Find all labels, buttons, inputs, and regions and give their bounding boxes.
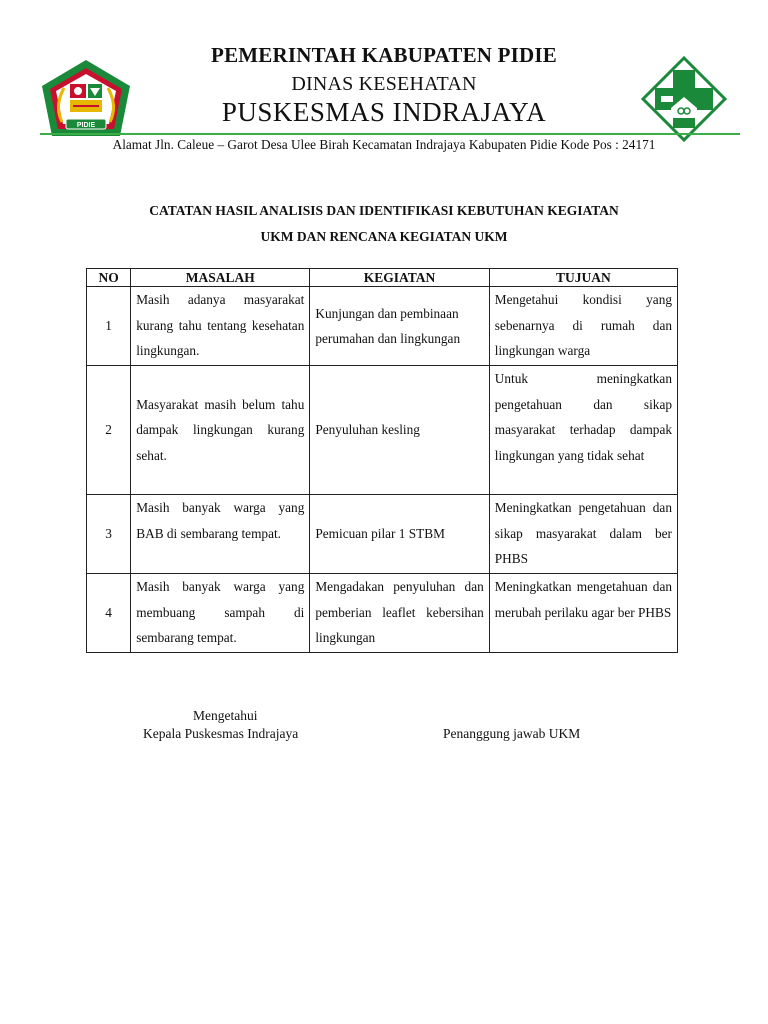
table-row	[87, 495, 678, 574]
letterhead-divider	[40, 133, 740, 135]
signature-head-title: Kepala Puskesmas Indrajaya	[143, 726, 299, 741]
row-tujuan: Untuk meningkatkan pengetahuan dan sikap masyarakat terhadap dampak lingkungan yang tidak sehat	[489, 366, 677, 495]
row-kegiatan: Pemicuan pilar 1 STBM	[310, 495, 489, 574]
signature-responsible-title: Penanggung jawab UKM	[443, 726, 581, 741]
row-tujuan: Meningkatkan pengetahuan dan sikap masyarakat dalam ber PHBS	[489, 495, 677, 574]
analysis-table	[86, 268, 678, 653]
header-tujuan: TUJUAN	[489, 269, 677, 287]
row-no: 2	[87, 366, 131, 495]
row-masalah: Masyarakat masih belum tahu dampak lingkungan kurang sehat.	[131, 366, 310, 495]
letterhead-line2: DINAS KESEHATAN	[291, 73, 477, 95]
signature-acknowledged-label: Mengetahui	[193, 708, 258, 723]
row-masalah: Masih banyak warga yang membuang sampah di sembarang tempat.	[131, 574, 310, 653]
row-tujuan: Mengetahui kondisi yang sebenarnya di rumah dan lingkungan warga	[489, 287, 677, 366]
row-kegiatan: Penyuluhan kesling	[310, 366, 489, 495]
table-row	[87, 574, 678, 653]
table-row	[87, 366, 678, 495]
letterhead	[0, 0, 768, 160]
table-row	[87, 287, 678, 366]
header-no: NO	[87, 269, 131, 287]
letterhead-line3: PUSKESMAS INDRAJAYA	[221, 97, 547, 127]
row-masalah: Masih adanya masyarakat kurang tahu tentang kesehatan lingkungan.	[131, 287, 310, 366]
row-no: 4	[87, 574, 131, 653]
row-kegiatan: Mengadakan penyuluhan dan pemberian leaflet kebersihan lingkungan	[310, 574, 489, 653]
document-title-line2: UKM DAN RENCANA KEGIATAN UKM	[260, 229, 508, 244]
row-masalah: Masih banyak warga yang BAB di sembarang tempat.	[131, 495, 310, 574]
logo-ribbon-text: PIDIE	[76, 122, 96, 129]
row-kegiatan: Kunjungan dan pembinaan perumahan dan lingkungan	[310, 287, 489, 366]
row-no: 1	[87, 287, 131, 366]
letterhead-line1: PEMERINTAH KABUPATEN PIDIE	[211, 43, 557, 67]
row-no: 3	[87, 495, 131, 574]
header-kegiatan: KEGIATAN	[310, 269, 489, 287]
table-header-row	[87, 269, 678, 287]
header-masalah: MASALAH	[131, 269, 310, 287]
puskesmas-logo-icon	[641, 56, 727, 142]
letterhead-address: Alamat Jln. Caleue – Garot Desa Ulee Birah Kecamatan Indrajaya Kabupaten Pidie Kode Pos : 24171	[112, 137, 656, 152]
document-title-line1: CATATAN HASIL ANALISIS DAN IDENTIFIKASI KEBUTUHAN KEGIATAN	[149, 203, 619, 218]
row-tujuan: Meningkatkan mengetahuan dan merubah perilaku agar ber PHBS	[489, 574, 677, 653]
